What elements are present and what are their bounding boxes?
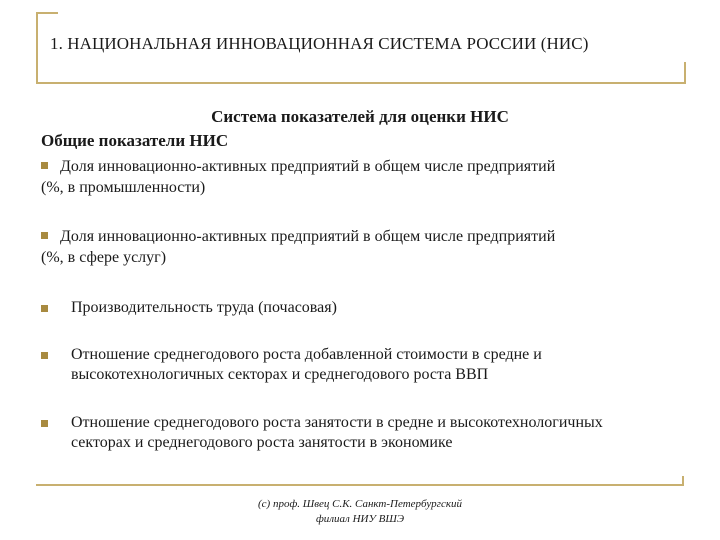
square-bullet-icon (41, 305, 48, 312)
square-bullet-icon (41, 232, 48, 239)
frame-corner (36, 12, 58, 14)
list-item-text: Отношение среднегодового роста добавленной стоимости в средне и высокотехнологичных секторах и среднегодового роста ВВП (71, 346, 542, 383)
list-item-text-cont: (%, в сфере услуг) (41, 249, 167, 266)
title-frame (36, 12, 686, 84)
divider-tick (682, 476, 684, 486)
list-item-text: Доля инновационно-активных предприятий в общем числе предприятий (60, 228, 556, 245)
section-heading: Общие показатели НИС (41, 131, 229, 150)
list-item (41, 345, 661, 385)
square-bullet-icon (41, 352, 48, 359)
frame-corner (684, 62, 686, 84)
list-item (41, 156, 681, 198)
slide-subtitle: Система показателей для оценки НИС (211, 107, 509, 126)
list-item (41, 413, 661, 453)
footer-credit (0, 497, 720, 527)
list-item-text: Производительность труда (почасовая) (71, 299, 337, 316)
square-bullet-icon (41, 162, 48, 169)
footer-line-2: филиал НИУ ВШЭ (315, 513, 405, 525)
slide-title: 1. НАЦИОНАЛЬНАЯ ИННОВАЦИОННАЯ СИСТЕМА РОССИИ (НИС) (50, 34, 589, 53)
square-bullet-icon (41, 420, 48, 427)
footer-divider (36, 484, 684, 486)
list-item-text-cont: (%, в промышленности) (41, 179, 206, 196)
list-item (41, 226, 681, 268)
list-item-text: Доля инновационно-активных предприятий в общем числе предприятий (60, 158, 556, 175)
list-item-text: Отношение среднегодового роста занятости в средне и высокотехнологичных секторах и среднегодового роста занятости в экономике (71, 414, 603, 451)
footer-line-1: (с) проф. Швец С.К. Санкт-Петербургский (258, 498, 462, 510)
list-item (41, 298, 661, 318)
